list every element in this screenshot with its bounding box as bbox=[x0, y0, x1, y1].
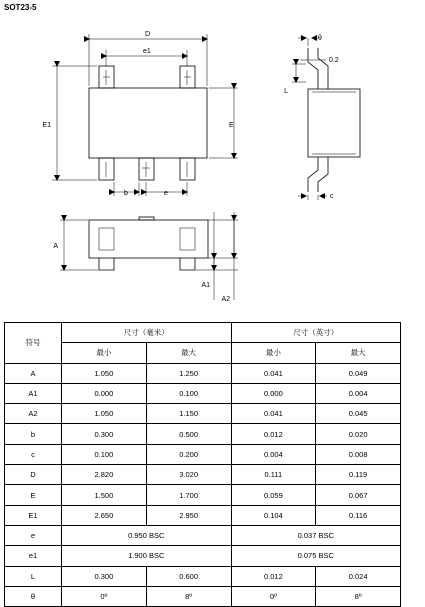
inch-min: 0.000 bbox=[231, 383, 316, 403]
mm-min: 0.000 bbox=[62, 383, 147, 403]
inch-max: 0.067 bbox=[316, 485, 401, 505]
mm-min: 1.050 bbox=[62, 363, 147, 383]
front-body bbox=[89, 220, 208, 258]
inch-max: 0.024 bbox=[316, 566, 401, 586]
mm-bsc: 0.950 BSC bbox=[62, 525, 232, 545]
table-row bbox=[5, 485, 401, 505]
dim-label-e: e bbox=[164, 190, 168, 197]
table-row-bsc bbox=[5, 525, 401, 545]
mm-max: 1.700 bbox=[146, 485, 231, 505]
side-view bbox=[292, 38, 360, 200]
inch-max-header: 最大 bbox=[316, 343, 401, 363]
top-view bbox=[52, 34, 238, 196]
dim-label-D: D bbox=[145, 31, 151, 38]
dim-label-c: c bbox=[330, 193, 334, 200]
row-symbol: c bbox=[5, 444, 62, 464]
mm-max: 0.200 bbox=[146, 444, 231, 464]
row-symbol: A2 bbox=[5, 404, 62, 424]
inch-bsc: 0.075 BSC bbox=[231, 546, 401, 566]
table-row-bsc bbox=[5, 546, 401, 566]
mm-max: 8º bbox=[146, 586, 231, 606]
inch-min: 0.041 bbox=[231, 363, 316, 383]
inch-max: 0.045 bbox=[316, 404, 401, 424]
inch-max: 0.119 bbox=[316, 465, 401, 485]
mm-min: 1.050 bbox=[62, 404, 147, 424]
inch-bsc: 0.037 BSC bbox=[231, 525, 401, 545]
row-symbol: D bbox=[5, 465, 62, 485]
inch-header: 尺寸（英寸） bbox=[231, 323, 401, 343]
inch-min-header: 最小 bbox=[231, 343, 316, 363]
inch-min: 0º bbox=[231, 586, 316, 606]
table-row bbox=[5, 404, 401, 424]
mm-min: 0º bbox=[62, 586, 147, 606]
package-title: SOT23-5 bbox=[4, 3, 37, 12]
mm-max: 1.150 bbox=[146, 404, 231, 424]
table-row bbox=[5, 424, 401, 444]
row-symbol: e bbox=[5, 525, 62, 545]
symbol-header: 符号 bbox=[5, 323, 62, 364]
mm-min: 0.300 bbox=[62, 424, 147, 444]
mm-header: 尺寸（毫米） bbox=[62, 323, 232, 343]
lead-bottom-1 bbox=[99, 158, 114, 180]
side-body bbox=[308, 89, 360, 157]
inch-max: 8º bbox=[316, 586, 401, 606]
dim-label-E1: E1 bbox=[42, 122, 51, 129]
mm-min: 0.300 bbox=[62, 566, 147, 586]
dimension-table bbox=[4, 322, 401, 607]
table-header-row bbox=[5, 323, 401, 343]
lead-bottom-3 bbox=[180, 158, 195, 180]
inch-min: 0.012 bbox=[231, 424, 316, 444]
mm-bsc: 1.900 BSC bbox=[62, 546, 232, 566]
row-symbol: A bbox=[5, 363, 62, 383]
dim-label-lead-offset: 0.2 bbox=[329, 57, 339, 64]
table-subheader-row bbox=[5, 343, 401, 363]
row-symbol: b bbox=[5, 424, 62, 444]
inch-min: 0.012 bbox=[231, 566, 316, 586]
inch-max: 0.004 bbox=[316, 383, 401, 403]
inch-min: 0.059 bbox=[231, 485, 316, 505]
row-symbol: E1 bbox=[5, 505, 62, 525]
dim-label-A: A bbox=[53, 243, 58, 250]
dim-label-E: E bbox=[229, 122, 234, 129]
row-symbol: L bbox=[5, 566, 62, 586]
mm-max: 3.020 bbox=[146, 465, 231, 485]
mm-min: 1.500 bbox=[62, 485, 147, 505]
mm-min: 2.650 bbox=[62, 505, 147, 525]
dim-label-e1: e1 bbox=[143, 48, 151, 55]
row-symbol: E bbox=[5, 485, 62, 505]
table-row bbox=[5, 586, 401, 606]
mm-max: 1.250 bbox=[146, 363, 231, 383]
mm-max: 0.500 bbox=[146, 424, 231, 444]
inch-max: 0.020 bbox=[316, 424, 401, 444]
mm-max: 2.950 bbox=[146, 505, 231, 525]
mm-min: 2.820 bbox=[62, 465, 147, 485]
inch-min: 0.104 bbox=[231, 505, 316, 525]
inch-min: 0.111 bbox=[231, 465, 316, 485]
dim-label-b: b bbox=[124, 190, 128, 197]
inch-max: 0.049 bbox=[316, 363, 401, 383]
inch-max: 0.116 bbox=[316, 505, 401, 525]
row-symbol: e1 bbox=[5, 546, 62, 566]
table-row bbox=[5, 363, 401, 383]
mm-max-header: 最大 bbox=[146, 343, 231, 363]
dim-label-A1: A1 bbox=[201, 282, 210, 289]
dim-label-L: L bbox=[284, 88, 288, 95]
table-row bbox=[5, 566, 401, 586]
inch-min: 0.004 bbox=[231, 444, 316, 464]
dim-label-theta: θ bbox=[318, 35, 322, 42]
mm-min: 0.100 bbox=[62, 444, 147, 464]
mm-max: 0.600 bbox=[146, 566, 231, 586]
table-row bbox=[5, 444, 401, 464]
row-symbol: A1 bbox=[5, 383, 62, 403]
table-row bbox=[5, 505, 401, 525]
row-symbol: θ bbox=[5, 586, 62, 606]
body-outline bbox=[89, 88, 207, 158]
table-row bbox=[5, 465, 401, 485]
front-view bbox=[60, 212, 238, 300]
inch-min: 0.041 bbox=[231, 404, 316, 424]
mm-min-header: 最小 bbox=[62, 343, 147, 363]
inch-max: 0.008 bbox=[316, 444, 401, 464]
dim-label-A2: A2 bbox=[221, 296, 230, 303]
table-row bbox=[5, 383, 401, 403]
lead-bottom-2 bbox=[139, 158, 154, 180]
mm-max: 0.100 bbox=[146, 383, 231, 403]
